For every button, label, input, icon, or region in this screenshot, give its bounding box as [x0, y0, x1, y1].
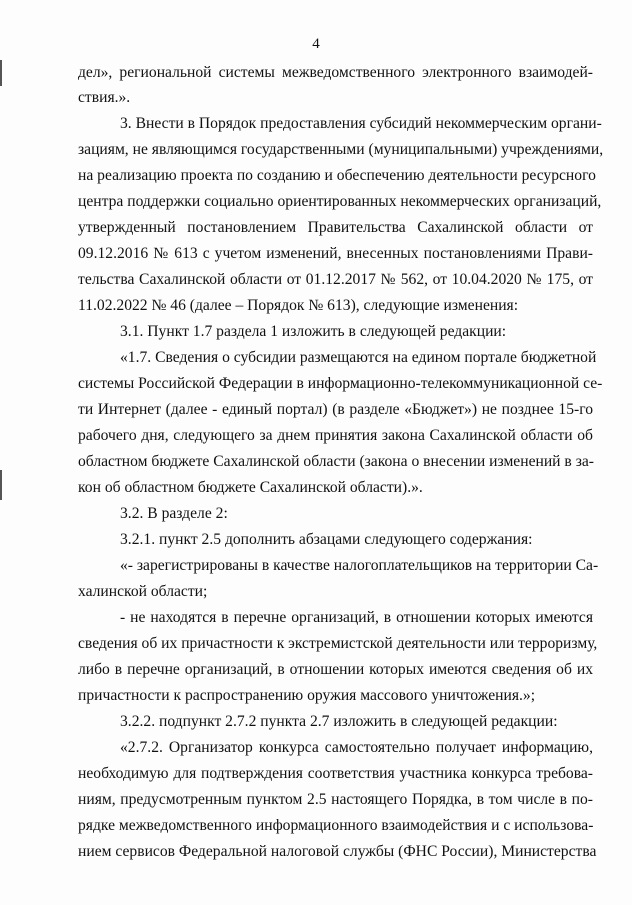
- text-line: нием сервисов Федеральной налоговой службы (ФНС России), Министерства: [78, 843, 597, 860]
- text-line: 09.12.2016 № 613 с учетом изменений, внесенных постановлениями Прави-: [78, 245, 593, 262]
- text-line: на реализацию проекта по созданию и обеспечению деятельности ресурсного: [78, 167, 596, 184]
- text-line: сведения об их причастности к экстремистской деятельности или терроризму,: [78, 635, 598, 652]
- text-line: дел», региональной системы межведомственного электронного взаимодей-: [78, 64, 593, 81]
- scan-edge-mark: [0, 60, 2, 86]
- text-line: 11.02.2022 № 46 (далее – Порядок № 613), следующие изменения:: [78, 297, 519, 314]
- text-line: причастности к распространению оружия массового уничтожения.»;: [78, 687, 536, 704]
- text-line: системы Российской Федерации в информационно-телекоммуникационной се-: [78, 375, 603, 392]
- text-line: 3.2. В разделе 2:: [120, 505, 228, 522]
- text-line: 3. Внести в Порядок предоставления субсидий некоммерческим органи-: [120, 115, 602, 132]
- text-line: «- зарегистрированы в качестве налогоплательщиков на территории Са-: [120, 557, 599, 574]
- text-line: областном бюджете Сахалинской области (закона о внесении изменений в за-: [78, 453, 594, 470]
- text-line: центра поддержки социально ориентированных некоммерческих организаций,: [78, 193, 602, 210]
- text-line: ниям, предусмотренным пунктом 2.5 настоящего Порядка, в том числе в по-: [78, 791, 593, 808]
- text-line: «2.7.2. Организатор конкурса самостоятельно получает информацию,: [120, 739, 593, 756]
- scan-edge-mark: [0, 470, 2, 500]
- text-line: рядке межведомственного информационного взаимодействия и с использова-: [78, 817, 594, 834]
- text-line: кон об областном бюджете Сахалинской области).».: [78, 479, 423, 496]
- text-line: ствия.».: [78, 89, 131, 106]
- text-line: рабочего дня, следующего за днем принятия закона Сахалинской области об: [78, 427, 593, 444]
- text-line: зациям, не являющимся государственными (муниципальными) учреждениями,: [78, 141, 604, 158]
- text-line: - не находятся в перечне организаций, в отношении которых имеются: [120, 609, 593, 626]
- text-line: 3.2.2. подпункт 2.7.2 пункта 2.7 изложить в следующей редакции:: [120, 713, 558, 730]
- text-line: халинской области;: [78, 583, 208, 600]
- text-line: 3.2.1. пункт 2.5 дополнить абзацами следующего содержания:: [120, 531, 533, 548]
- text-line: тельства Сахалинской области от 01.12.2017 № 562, от 10.04.2020 № 175, от: [78, 271, 593, 288]
- text-line: ти Интернет (далее - единый портал) (в разделе «Бюджет») не позднее 15-го: [78, 401, 593, 418]
- text-line: либо в перечне организаций, в отношении которых имеются сведения об их: [78, 661, 593, 678]
- text-line: 3.1. Пункт 1.7 раздела 1 изложить в следующей редакции:: [120, 323, 507, 340]
- text-line: «1.7. Сведения о субсидии размещаются на едином портале бюджетной: [120, 349, 597, 366]
- text-line: необходимую для подтверждения соответствия участника конкурса требова-: [78, 765, 593, 782]
- page-number: 4: [312, 36, 320, 52]
- text-line: утвержденный постановлением Правительства Сахалинской области от: [78, 219, 593, 236]
